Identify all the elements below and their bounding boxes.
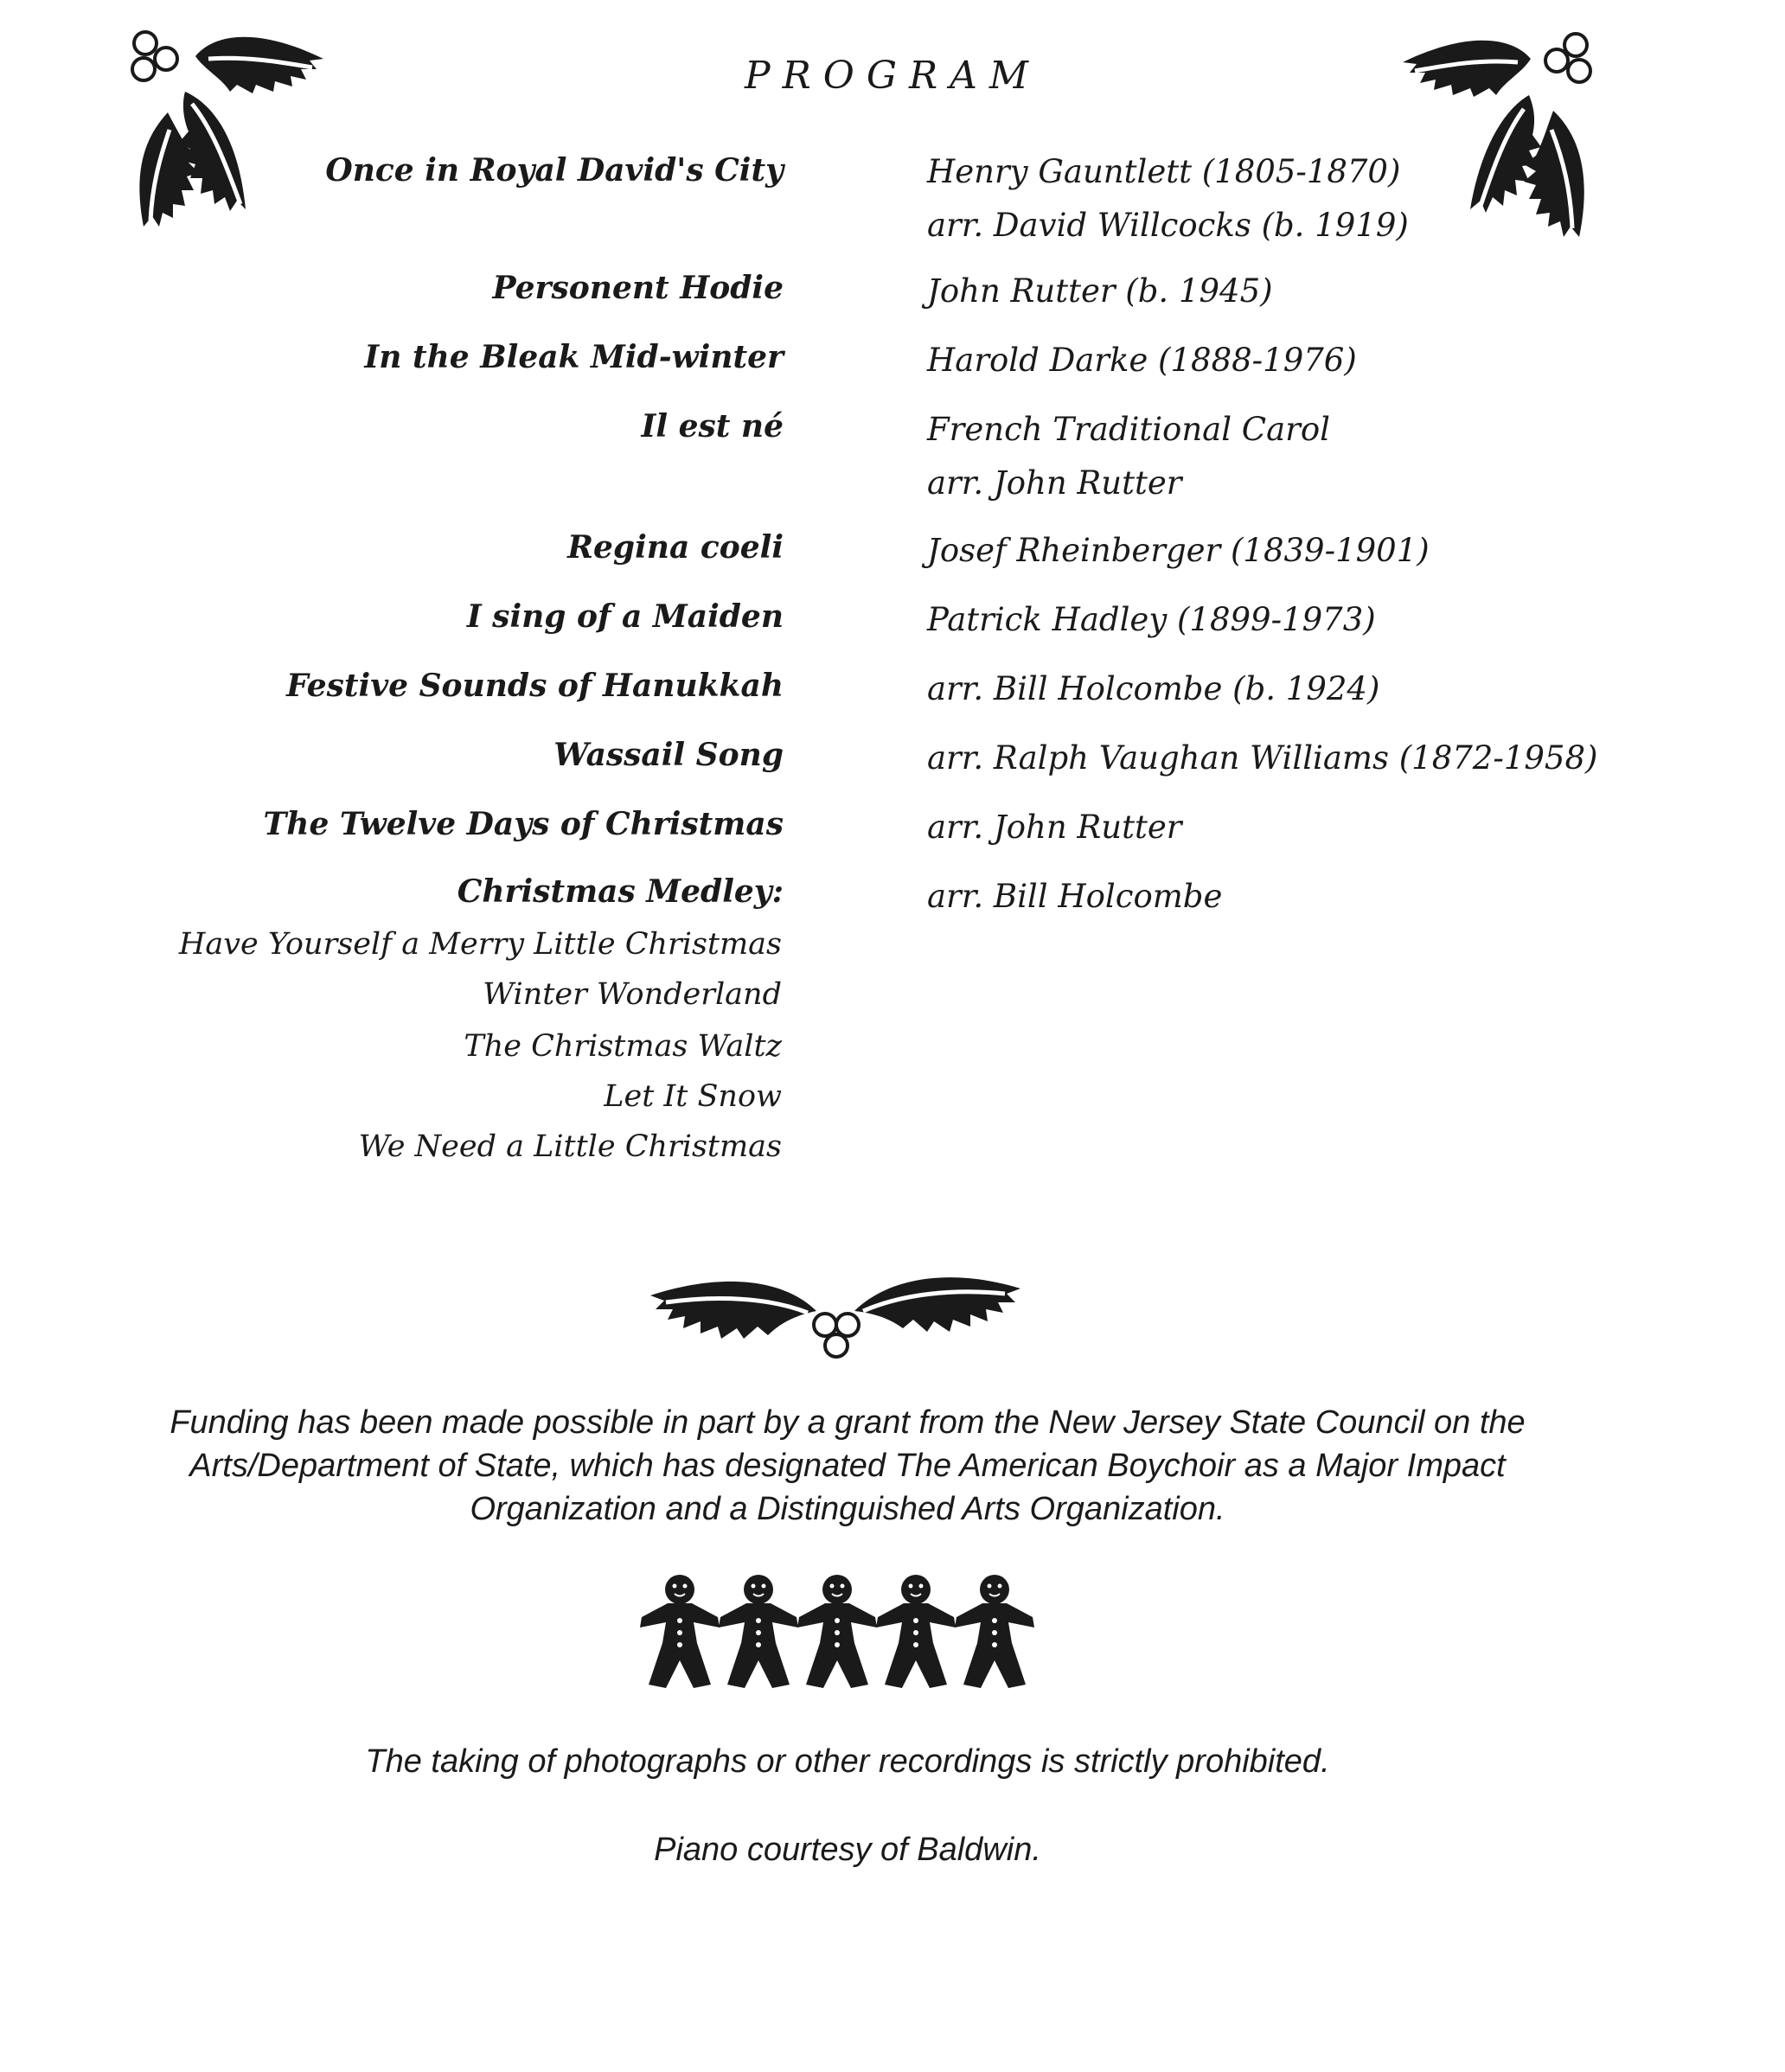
funding-line: Organization and a Distinguished Arts Organization. <box>470 1491 1225 1527</box>
composer-line: arr. David Willcocks (b. 1919) <box>927 207 1409 244</box>
composer-line: French Traditional Carol <box>927 411 1330 448</box>
funding-statement <box>86 1401 1609 1531</box>
piece-title: Regina coeli <box>567 529 784 566</box>
funding-line: Arts/Department of State, which has designated The American Boychoir as a Major Impact <box>189 1448 1506 1484</box>
piece-title: Christmas Medley: <box>457 873 784 910</box>
composer-line: arr. John Rutter <box>927 464 1182 502</box>
medley-item: Winter Wonderland <box>483 977 782 1012</box>
piece-title: I sing of a Maiden <box>466 598 784 635</box>
gingerbread-man-icon <box>638 1572 1036 1693</box>
composer-line: Harold Darke (1888-1976) <box>927 342 1357 379</box>
piece-title: The Twelve Days of Christmas <box>263 806 784 842</box>
recording-notice: The taking of photographs or other recordings is strictly prohibited. <box>365 1743 1330 1780</box>
piece-title: Wassail Song <box>553 737 784 773</box>
medley-item: The Christmas Waltz <box>464 1029 782 1064</box>
funding-line: Funding has been made possible in part by a grant from the New Jersey State Council on the <box>170 1404 1526 1441</box>
piece-title: In the Bleak Mid-winter <box>364 339 784 375</box>
program-title: PROGRAM <box>745 54 1040 98</box>
composer-line: arr. John Rutter <box>927 809 1182 846</box>
piano-credit: Piano courtesy of Baldwin. <box>654 1832 1041 1868</box>
composer-line: arr. Bill Holcombe <box>927 878 1223 915</box>
piece-title: Personent Hodie <box>492 270 784 306</box>
piece-title: Festive Sounds of Hanukkah <box>286 668 784 704</box>
holly-icon <box>647 1249 1027 1361</box>
composer-line: John Rutter (b. 1945) <box>927 272 1273 310</box>
composer-line: arr. Bill Holcombe (b. 1924) <box>927 670 1380 707</box>
composer-line: Henry Gauntlett (1805-1870) <box>927 153 1401 190</box>
piece-title: Il est né <box>641 408 784 444</box>
piece-title: Once in Royal David's City <box>325 152 784 189</box>
medley-item: Let It Snow <box>604 1079 782 1114</box>
composer-line: Josef Rheinberger (1839-1901) <box>927 532 1430 569</box>
composer-line: Patrick Hadley (1899-1973) <box>927 601 1376 638</box>
composer-line: arr. Ralph Vaughan Williams (1872-1958) <box>927 739 1598 777</box>
medley-item: Have Yourself a Merry Little Christmas <box>178 927 782 962</box>
medley-item: We Need a Little Christmas <box>358 1129 782 1164</box>
